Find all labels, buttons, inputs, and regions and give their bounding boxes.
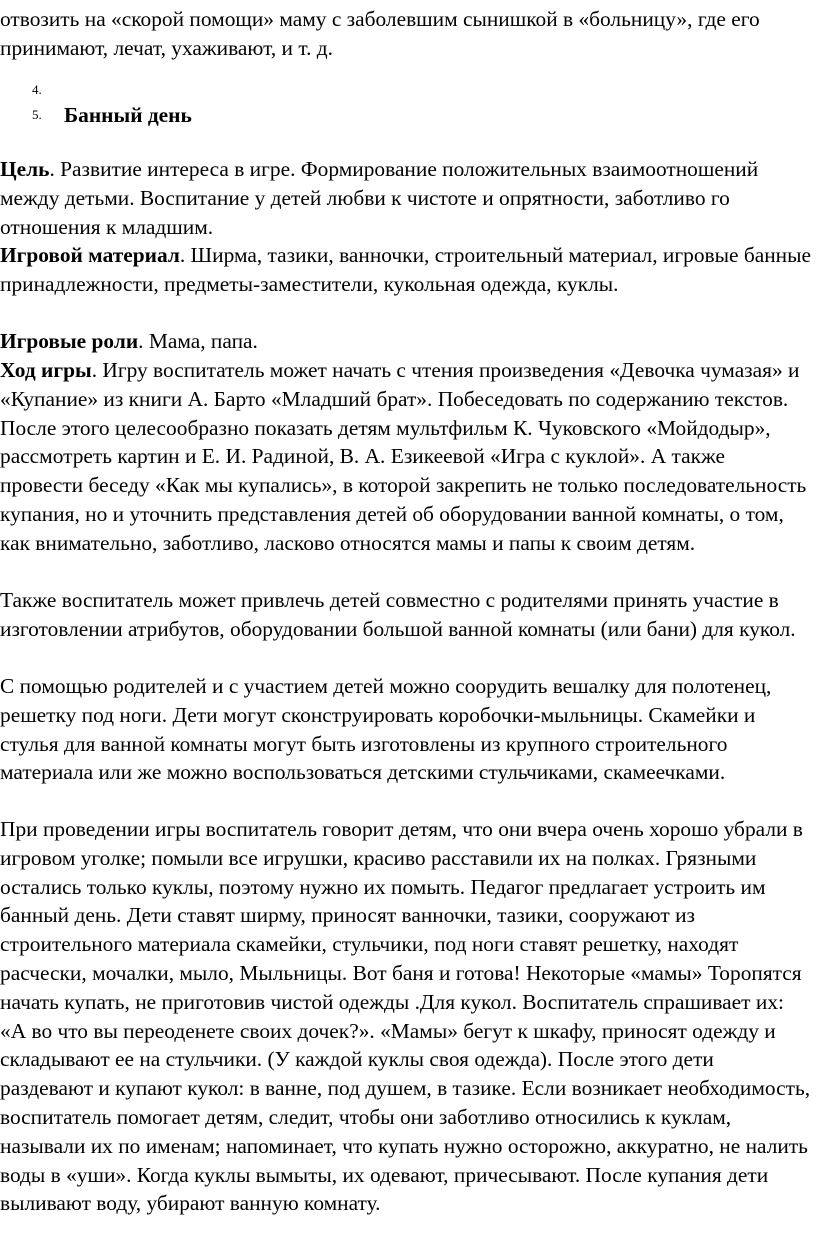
parents-paragraph: С помощью родителей и с участием детей можно соорудить вешалку для полотенец, решетку под ноги. Дети могут сконструировать коробочки-мыльницы. Скамейки и стулья для ванной комнаты могут быть изготовлены из крупного строительного материала или же можно воспользоваться детскими стульчиками, скамеечками. (0, 674, 772, 785)
course-paragraph (0, 356, 812, 558)
course-text: . Игру воспитатель может начать с чтения произведения «Девочка чумазая» и «Купание» из книги А. Барто «Младший брат». Побеседовать по содержанию текстов. После этого целесообразно показать детям мультфильм К. Чуковского «Мойдодыр», рассмотреть картин и Е. И. Радиной, В. А. Езикеевой «Игра с куклой». А также провести беседу «Как мы купались», в которой закрепить не только последовательность купания, но и уточнить представления детей об оборудовании ванной комнаты, о том, как внимательно, заботливо, ласково относятся мамы и папы к своим детям. (0, 358, 807, 555)
material-paragraph (0, 241, 812, 299)
material-text: . Ширма, тазики, ванночки, строительный материал, игровые банные принадлежности, предметы-заместители, кукольная одежда, куклы. (0, 243, 811, 296)
goal-text: . Развитие интереса в игре. Формирование положительных взаимоотношений между детьми. Воспитание у детей любви к чистоте и опрятности, заботливо го отношения к младшим. (0, 157, 759, 239)
intro-paragraph: отвозить на «скорой помощи» маму с заболевшим сынишкой в «больницу», где его принимают, лечат, ухаживают, и т. д. (0, 7, 760, 60)
section-title: Банный день (64, 103, 192, 127)
course-label: Ход игры (0, 358, 92, 382)
list-number: 5. (32, 107, 42, 122)
roles-text: . Мама, папа. (138, 329, 258, 353)
roles-paragraph (0, 327, 812, 356)
roles-label: Игровые роли (0, 329, 139, 353)
goal-paragraph (0, 155, 812, 241)
material-label: Игровой материал (0, 243, 180, 267)
game-paragraph: При проведении игры воспитатель говорит детям, что они вчера очень хорошо убрали в игровом уголке; помыли все игрушки, красиво расставили их на полках. Грязными остались только куклы, поэтому нужно их помыть. Педагог предлагает устроить им банный день. Дети ставят ширму, приносят ванночки, тазики, сооружают из строительного материала скамейки, стульчики, под ноги ставят решетку, находят расчески, мочалки, мыло, Мыльницы. Вот баня и готова! Некоторые «мамы» Торопятся начать купать, не приготовив чистой одежды .Для кукол. Воспитатель спрашивает их: «А во что вы переоденете своих дочек?». «Мамы» бегут к шкафу, приносят одежду и складывают ее на стульчики. (У каждой куклы своя одежда). После этого дети раздевают и купают кукол: в ванне, под душем, в тазике. Если возникает необходимость, воспитатель помогает детям, следит, чтобы они заботливо относились к куклам, называли их по именам; напоминает, что купать нужно осторожно, аккуратно, не налить воды в «уши». Когда куклы вымыты, их одевают, причесывают. После купания дети выливают воду, убирают ванную комнату. (0, 817, 811, 1216)
list-number: 4. (32, 82, 42, 97)
attributes-paragraph: Также воспитатель может привлечь детей совместно с родителями принять участие в изготовлении атрибутов, оборудовании большой ванной комнаты (или бани) для кукол. (0, 588, 796, 641)
goal-label: Цель (0, 157, 50, 181)
